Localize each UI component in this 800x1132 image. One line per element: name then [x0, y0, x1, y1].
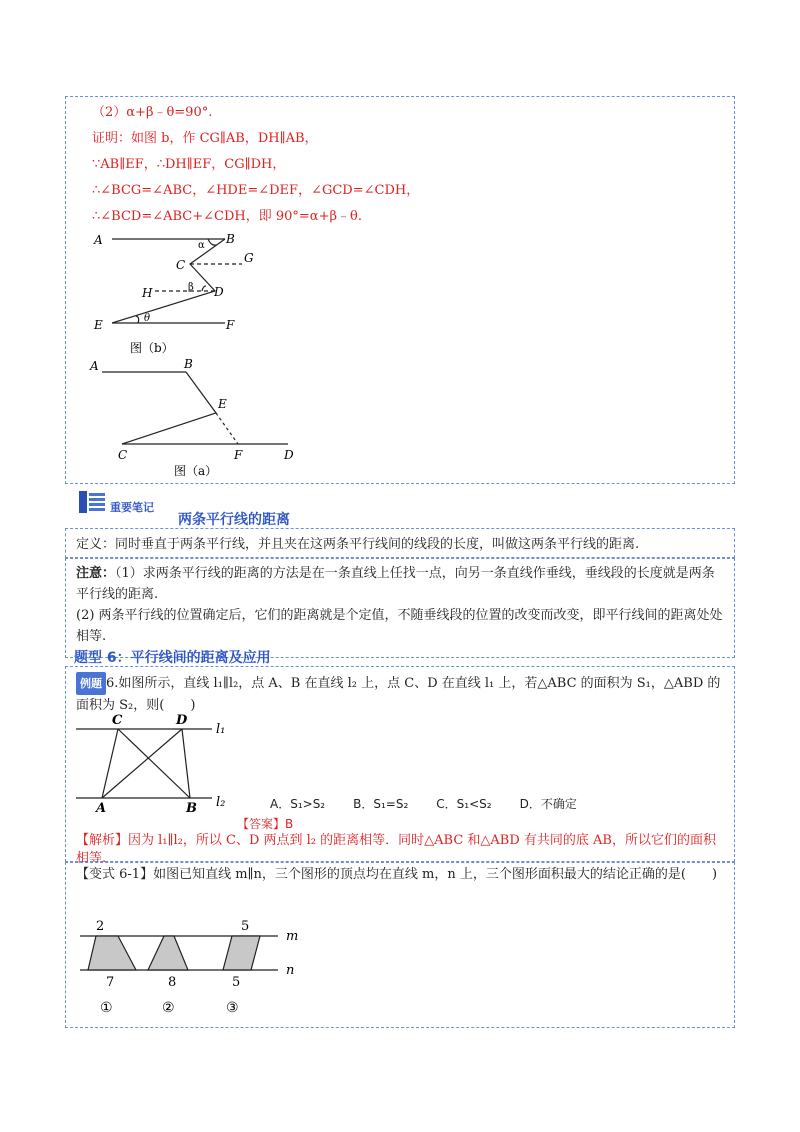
fig-b-label-H: H — [142, 286, 153, 300]
figure-b — [90, 228, 270, 356]
fig-a-label-A: A — [90, 359, 99, 373]
proof-line-5: ∴∠BCD=∠ABC+∠CDH，即 90°=α+β﹣θ. — [92, 209, 362, 224]
var-label-top3: 5 — [241, 919, 250, 934]
fig-a-label-F: F — [234, 448, 243, 462]
fig-a-label-E: E — [218, 397, 227, 411]
option-a[interactable]: A．S₁>S₂ — [270, 797, 326, 811]
ex-label-B: B — [186, 801, 197, 814]
fig-a-caption: 图（a） — [174, 464, 218, 478]
fig-a-label-B: B — [184, 358, 193, 371]
note-block — [76, 563, 726, 605]
notes-icon — [78, 490, 106, 514]
option-d[interactable]: D．不确定 — [519, 797, 577, 811]
variant-figure — [76, 914, 306, 1020]
var-label-m: m — [286, 929, 299, 944]
fig-b-label-alpha: α — [198, 240, 205, 251]
type6-title: 题型 6：平行线间的距离及应用 — [74, 650, 271, 666]
ex-label-l2: l₂ — [216, 795, 226, 810]
fig-b-label-F: F — [226, 318, 235, 332]
fig-a-label-D: D — [284, 448, 294, 462]
note-1: （1）求两条平行线的距离的方法是在一条直线上任找一点，向另一条直线作垂线，垂线段的长度就是两条平行线的距离. — [76, 566, 715, 602]
example-answer: 【答案】B — [237, 817, 294, 831]
example-question: 6.如图所示，直线 l₁∥l₂，点 A、B 在直线 l₂ 上，点 C、D 在直线 l₁ 上，若△ABC 的面积为 S₁，△ABD 的面积为 S₂，则( ) — [76, 676, 721, 713]
fig-b-label-B: B — [226, 232, 235, 246]
var-label-top1: 2 — [96, 919, 105, 934]
proof-line-4: ∴∠BCG=∠ABC，∠HDE=∠DEF，∠GCD=∠CDH， — [92, 183, 420, 198]
fig-a-label-C: C — [118, 448, 128, 462]
ex-label-A: A — [96, 801, 107, 814]
example-analysis: 【解析】因为 l₁∥l₂，所以 C、D 两点到 l₂ 的距离相等．同时△ABC 和△ABD 有共同的底 AB，所以它们的面积相等. — [76, 833, 716, 866]
proof-line-1: （2）α+β﹣θ=90°. — [92, 105, 213, 120]
fig-b-label-E: E — [94, 318, 103, 332]
option-c[interactable]: C．S₁<S₂ — [436, 797, 492, 811]
proof-line-3: ∵AB∥EF，∴DH∥EF，CG∥DH， — [92, 157, 286, 172]
note-label: 注意： — [76, 566, 116, 581]
example-figure — [72, 710, 242, 814]
example-options — [270, 795, 577, 812]
definition-text: 定义：同时垂直于两条平行线，并且夹在这两条平行线间的线段的长度，叫做这两条平行线的距离. — [76, 537, 640, 552]
fig-b-label-D: D — [214, 285, 224, 299]
ex-label-D: D — [176, 713, 188, 728]
fig-b-label-beta: β — [188, 282, 194, 293]
proof-line-2: 证明：如图 b，作 CG∥AB，DH∥AB， — [92, 131, 318, 146]
var-label-bot3: 5 — [232, 975, 241, 990]
example-badge: 例题 — [76, 672, 106, 695]
note-2: (2) 两条平行线的位置确定后，它们的距离就是个定值，不随垂线段的位置的改变而改变，即平行线间的距离处处相等. — [76, 608, 723, 644]
fig-b-label-C: C — [176, 258, 186, 272]
figure-a — [88, 358, 308, 478]
option-b[interactable]: B．S₁=S₂ — [353, 797, 409, 811]
var-label-bot2: 8 — [168, 975, 177, 990]
fig-b-label-theta: θ — [144, 313, 151, 324]
fig-b-label-G: G — [244, 251, 254, 265]
ex-label-l1: l₁ — [216, 722, 226, 737]
notes-label: 重要笔记 — [110, 501, 154, 514]
var-caption-2: ② — [162, 1000, 175, 1016]
var-label-n: n — [286, 963, 295, 978]
var-caption-3: ③ — [226, 1000, 239, 1016]
ex-label-C: C — [112, 713, 123, 728]
notes-title: 两条平行线的距离 — [178, 512, 290, 528]
var-label-bot1: 7 — [106, 975, 115, 990]
fig-b-caption: 图（b） — [130, 341, 174, 355]
variant-question: 【变式 6-1】如图已知直线 m∥n，三个图形的顶点均在直线 m，n 上，三个图形面积最大的结论正确的是( ) — [76, 867, 718, 882]
fig-b-label-A: A — [94, 233, 103, 247]
var-caption-1: ① — [100, 1000, 113, 1016]
